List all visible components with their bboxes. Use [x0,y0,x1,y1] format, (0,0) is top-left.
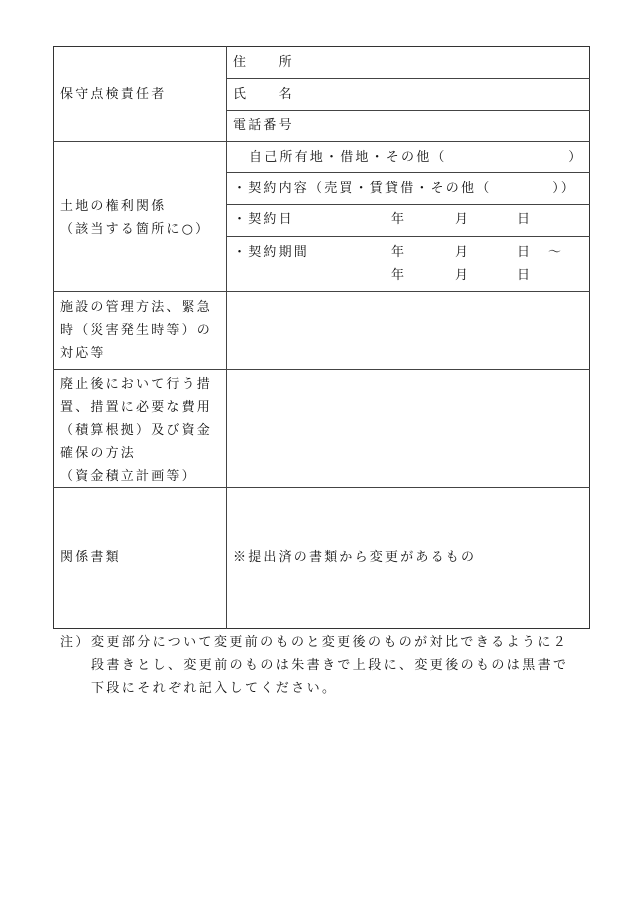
management-label-line: 施設の管理方法、緊急 [60,300,213,315]
period-end-year: 年 [391,268,407,283]
land-label [60,195,210,241]
land-contract-content: ・契約内容（売買・賃貸借・その他（ ）） [233,181,577,196]
period-start-year: 年 [391,245,407,260]
subrow-divider [226,110,590,111]
land-label-line: 土地の権利関係 [60,199,167,214]
period-end-day: 日 [517,268,533,283]
manager-name-label: 氏 名 [233,87,294,102]
abolition-label-line: 置、措置に必要な費用 [60,400,213,415]
abolition-label [60,373,212,488]
period-tilde: ～ [548,245,564,260]
documents-content: ※提出済の書類から変更があるもの [233,550,477,565]
abolition-label-line: （積算根拠）及び資金 [60,423,213,438]
note-line: 段書きとし、変更前のものは朱書きで上段に、変更後のものは黒書で [91,658,569,673]
subrow-divider [226,236,590,237]
management-label [60,296,212,365]
land-contract-date-label: ・契約日 [233,212,294,227]
contract-date-day: 日 [517,212,533,227]
manager-address-label: 住 所 [233,55,294,70]
subrow-divider [226,78,590,79]
row-divider [53,369,590,370]
period-start-month: 月 [455,245,471,260]
abolition-label-line: 確保の方法 [60,446,137,461]
note-line: 下段にそれぞれ記入してください。 [91,681,338,696]
land-contract-period-label: ・契約期間 [233,245,310,260]
management-label-line: 時（災害発生時等）の [60,323,213,338]
note-prefix: 注） [60,635,91,650]
subrow-divider [226,204,590,205]
land-label-line: （該当する箇所に○） [60,222,211,237]
contract-date-year: 年 [391,212,407,227]
abolition-label-line: 廃止後において行う措 [60,377,213,392]
contract-date-month: 月 [455,212,471,227]
abolition-label-line: （資金積立計画等） [60,469,197,484]
management-label-line: 対応等 [60,346,106,361]
land-ownership-options: 自己所有地・借地・その他（ ） [249,150,584,165]
manager-label: 保守点検責任者 [60,87,167,102]
note-text [91,631,568,700]
period-start-day: 日 [517,245,533,260]
period-end-month: 月 [455,268,471,283]
column-divider [226,46,227,629]
note-line: 変更部分について変更前のものと変更後のものが対比できるように２ [91,635,569,650]
row-divider [53,291,590,292]
row-divider [53,141,590,142]
manager-phone-label: 電話番号 [233,118,294,133]
documents-label: 関係書類 [60,550,121,565]
subrow-divider [226,172,590,173]
